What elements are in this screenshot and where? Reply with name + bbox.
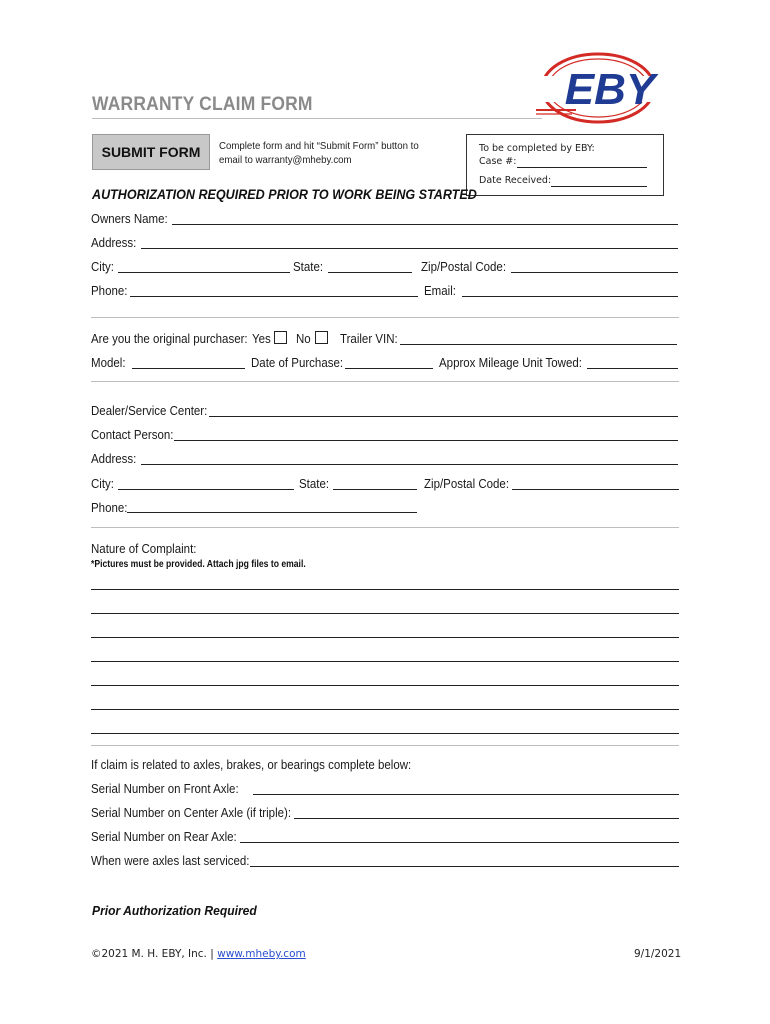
dealer-state-label: State:: [299, 477, 330, 491]
contact-person-label: Contact Person:: [91, 428, 174, 442]
dealer-state-field[interactable]: [333, 489, 417, 490]
eby-box-heading: To be completed by EBY:: [479, 143, 595, 154]
owner-email-field[interactable]: [462, 296, 678, 297]
website-link[interactable]: www.mheby.com: [217, 948, 306, 960]
section-divider-3: [91, 527, 679, 528]
no-label: No: [296, 332, 311, 346]
case-number-label: Case #:: [479, 156, 517, 167]
title-underline: [92, 118, 542, 119]
eby-logo-graphic: [536, 50, 684, 126]
instructions-line-2: email to warranty@mheby.com: [219, 154, 352, 166]
date-of-purchase-field[interactable]: [345, 368, 433, 369]
complaint-line-7[interactable]: [91, 733, 679, 734]
eby-logo: [536, 50, 684, 126]
dealer-address-label: Address:: [91, 452, 137, 466]
authorization-notice: AUTHORIZATION REQUIRED PRIOR TO WORK BEING STARTED: [92, 187, 477, 202]
mileage-label: Approx Mileage Unit Towed:: [439, 356, 582, 370]
dealer-center-field[interactable]: [209, 416, 678, 417]
submit-form-button[interactable]: SUBMIT FORM: [92, 134, 210, 170]
footer-copyright: [91, 948, 306, 960]
complaint-line-2[interactable]: [91, 613, 679, 614]
complaint-label: Nature of Complaint:: [91, 542, 197, 556]
owner-email-label: Email:: [424, 284, 456, 298]
owner-state-label: State:: [293, 260, 324, 274]
mileage-field[interactable]: [587, 368, 678, 369]
trailer-vin-label: Trailer VIN:: [340, 332, 398, 346]
complaint-line-1[interactable]: [91, 589, 679, 590]
original-purchaser-label: Are you the original purchaser:: [91, 332, 248, 346]
section-divider-4: [91, 745, 679, 746]
axles-serviced-field[interactable]: [250, 866, 679, 867]
form-title: WARRANTY CLAIM FORM: [92, 94, 313, 115]
owner-zip-field[interactable]: [511, 272, 678, 273]
owner-phone-field[interactable]: [130, 296, 418, 297]
date-received-label: Date Received:: [479, 175, 552, 186]
no-checkbox[interactable]: [315, 331, 328, 344]
dealer-city-field[interactable]: [118, 489, 294, 490]
center-axle-field[interactable]: [294, 818, 679, 819]
complaint-line-5[interactable]: [91, 685, 679, 686]
copyright-text: ©2021 M. H. EBY, Inc. |: [91, 948, 218, 960]
submit-instructions: [219, 139, 419, 167]
owners-name-field[interactable]: [172, 224, 678, 225]
yes-checkbox[interactable]: [274, 331, 287, 344]
section-divider-1: [91, 317, 679, 318]
footer-date: 9/1/2021: [634, 948, 682, 960]
dealer-zip-label: Zip/Postal Code:: [424, 477, 510, 491]
center-axle-label: Serial Number on Center Axle (if triple):: [91, 806, 292, 820]
complaint-line-6[interactable]: [91, 709, 679, 710]
owner-phone-label: Phone:: [91, 284, 128, 298]
owner-address-label: Address:: [91, 236, 137, 250]
dealer-phone-field[interactable]: [127, 512, 417, 513]
date-of-purchase-label: Date of Purchase:: [251, 356, 344, 370]
prior-authorization-note: Prior Authorization Required: [92, 903, 257, 918]
axles-intro: If claim is related to axles, brakes, or bearings complete below:: [91, 758, 412, 772]
complaint-line-4[interactable]: [91, 661, 679, 662]
pictures-note: *Pictures must be provided. Attach jpg files to email.: [91, 559, 306, 570]
owner-address-field[interactable]: [141, 248, 678, 249]
dealer-center-label: Dealer/Service Center:: [91, 404, 208, 418]
axles-serviced-label: When were axles last serviced:: [91, 854, 250, 868]
model-field[interactable]: [132, 368, 245, 369]
owner-zip-label: Zip/Postal Code:: [421, 260, 507, 274]
owner-city-label: City:: [91, 260, 114, 274]
front-axle-label: Serial Number on Front Axle:: [91, 782, 239, 796]
eby-use-box: [466, 134, 664, 196]
model-label: Model:: [91, 356, 126, 370]
case-number-field[interactable]: [517, 167, 647, 168]
section-divider-2: [91, 381, 679, 382]
owners-name-label: Owners Name:: [91, 212, 168, 226]
owner-state-field[interactable]: [328, 272, 412, 273]
yes-label: Yes: [252, 332, 271, 346]
rear-axle-field[interactable]: [240, 842, 679, 843]
dealer-phone-label: Phone:: [91, 501, 128, 515]
instructions-line-1: Complete form and hit “Submit Form” button to: [219, 140, 419, 152]
dealer-address-field[interactable]: [141, 464, 678, 465]
dealer-city-label: City:: [91, 477, 114, 491]
front-axle-field[interactable]: [253, 794, 679, 795]
contact-person-field[interactable]: [174, 440, 678, 441]
owner-city-field[interactable]: [118, 272, 290, 273]
trailer-vin-field[interactable]: [400, 344, 677, 345]
rear-axle-label: Serial Number on Rear Axle:: [91, 830, 237, 844]
complaint-line-3[interactable]: [91, 637, 679, 638]
dealer-zip-field[interactable]: [512, 489, 679, 490]
logo-text: EBY: [564, 65, 656, 114]
date-received-field[interactable]: [551, 186, 647, 187]
